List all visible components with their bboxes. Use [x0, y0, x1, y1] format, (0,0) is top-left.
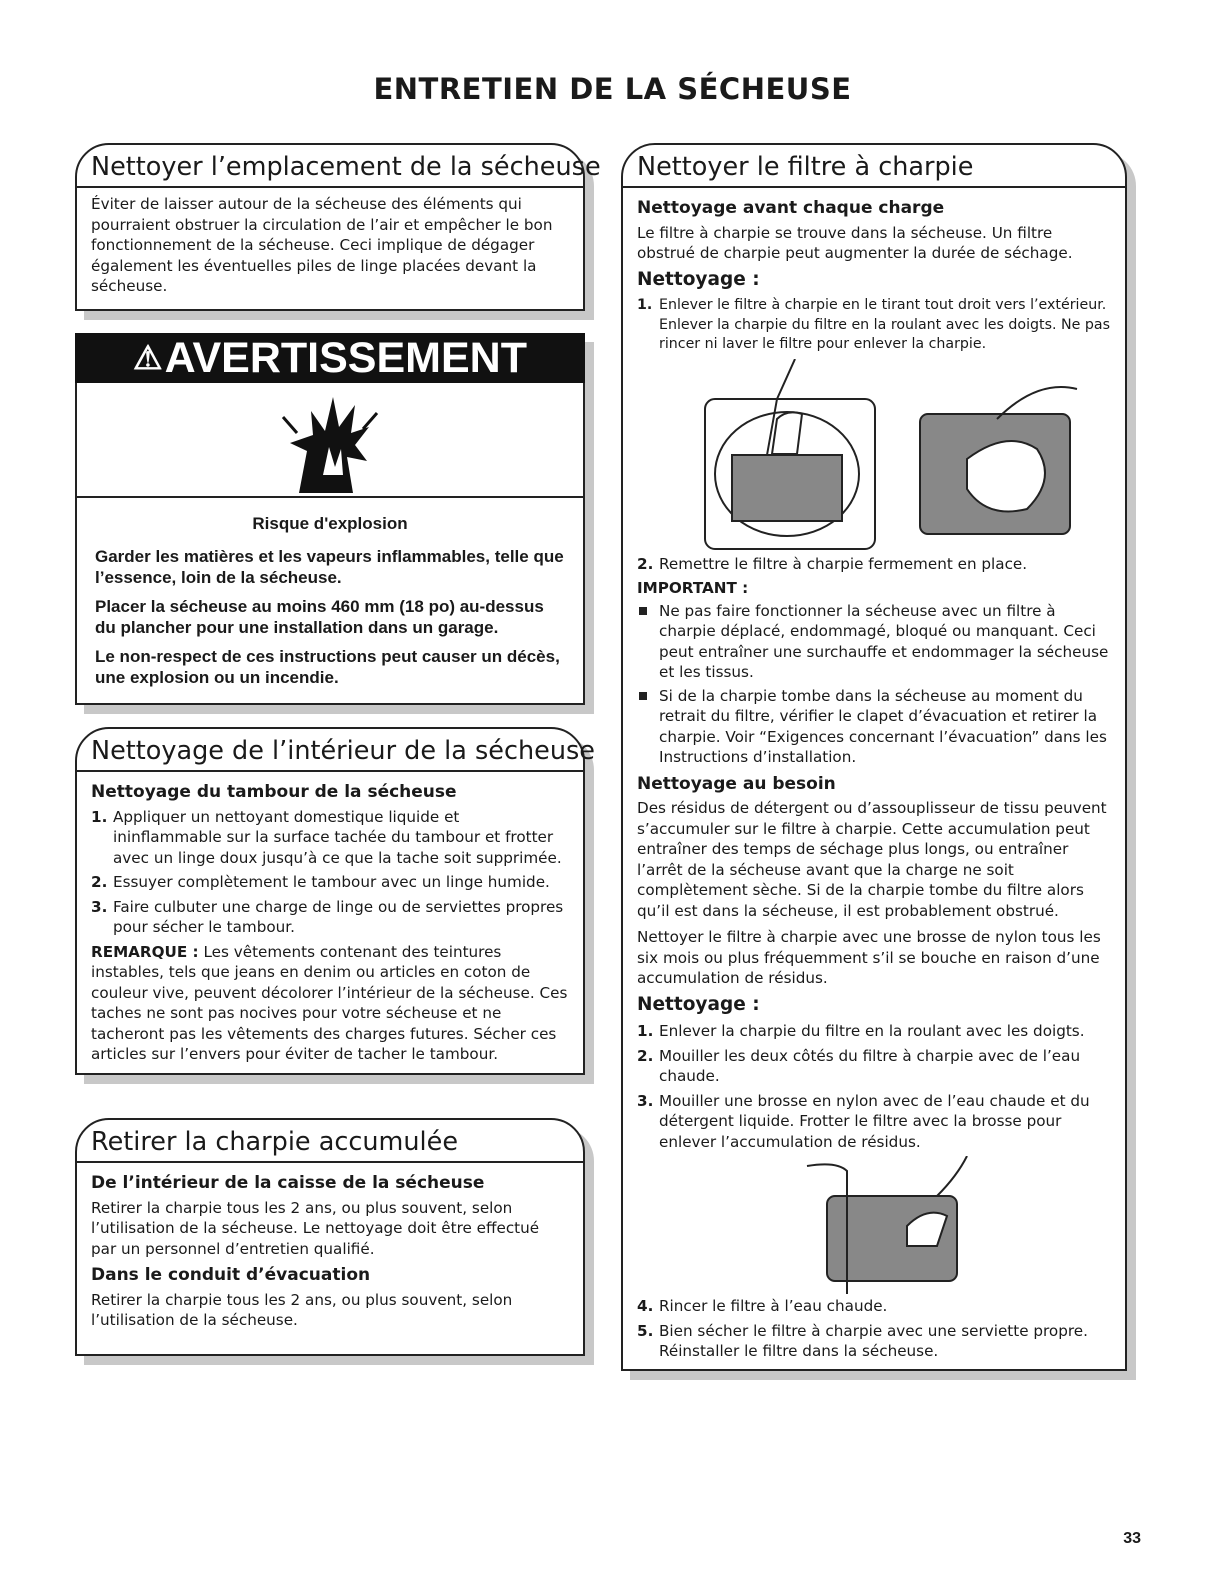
- interior-section: [75, 727, 595, 1075]
- warning-box: [75, 333, 585, 705]
- lint-removal-sub2: Dans le conduit d’évacuation: [91, 1265, 371, 1286]
- filter-step: 2. Remettre le filtre à charpie fermement en place.: [637, 554, 1028, 573]
- interior-note: REMARQUE : Les vêtements contenant des teintures instables, tels que jeans en denim ou articles en coton de couleur vive, peuvent décolorer l’intérieur de la sécheuse. Ces taches ne sont pas nocives pour votre sécheuse et ne tacheront pas les vêtements des charges futures. Sécher ces articles sur l’envers pour éviter de tacher le tambour.: [91, 942, 568, 1064]
- page-title: ENTRETIEN DE LA SÉCHEUSE: [373, 72, 852, 106]
- filter-final-step: 5. Bien sécher le filtre à charpie avec une serviette propre. Réinstaller le filtre dans la sécheuse.: [637, 1321, 1088, 1361]
- interior-title: Nettoyage de l’intérieur de la sécheuse: [77, 729, 583, 772]
- lint-removal-text1: Retirer la charpie tous les 2 ans, ou plus souvent, selon l’utilisation de la sécheuse. Le nettoyage doit être effectué par un personnel d’entretien qualifié.: [91, 1198, 540, 1258]
- filter-cleaning-label: Nettoyage :: [637, 268, 760, 290]
- filter-removal-illustration: [637, 359, 1111, 554]
- page-number: 33: [1123, 1530, 1141, 1547]
- filter-need-step: 3. Mouiller une brosse en nylon avec de l’eau chaude et du détergent liquide. Frotter le filtre avec la brosse pour enlever l’accumulation de résidus.: [637, 1091, 1090, 1151]
- explosion-icon-area: [77, 383, 583, 498]
- warning-line: Garder les matières et les vapeurs inflammables, telle que l’essence, loin de la sécheuse.: [95, 547, 564, 587]
- filter-important-item: Ne pas faire fonctionner la sécheuse avec un filtre à charpie déplacé, endommagé, bloqué ou manquant. Ceci peut entraîner une surchauffe et endommager la sécheuse et les tissus.: [637, 601, 1111, 683]
- lint-removal-title: Retirer la charpie accumulée: [77, 1120, 583, 1163]
- filter-section: [621, 143, 1127, 1371]
- filter-important-label: IMPORTANT :: [637, 579, 749, 598]
- filter-need-p1: Des résidus de détergent ou d’assouplisseur de tissu peuvent s’accumuler sur le filtre à charpie. Cette accumulation peut entraîner des temps de séchage plus longs, ou entraîner l’arrêt de la sécheuse avant que la charge ne soit complètement sèche. Si de la charpie tombe du filtre alors qu’il est dans la sécheuse, il est probablement obstrué.: [637, 799, 1107, 920]
- interior-step: 3. Faire culbuter une charge de linge ou de serviettes propres pour sécher le tambour.: [91, 897, 564, 937]
- filter-need-p2: Nettoyer le filtre à charpie avec une brosse de nylon tous les six mois ou plus fréquemment s’il se bouche en raison d’une accumulation de résidus.: [637, 928, 1101, 988]
- lint-removal-section: [75, 1118, 585, 1356]
- placement-text: Éviter de laisser autour de la sécheuse des éléments qui pourraient obstruer la circulation de l’air et empêcher le bon fonctionnement de la sécheuse. Ceci implique de dégager également les éventuelles piles de linge placées devant la sécheuse.: [91, 195, 553, 296]
- warning-line: Le non-respect de ces instructions peut causer un décès, une explosion ou un incendie.: [95, 647, 560, 687]
- warning-line: Placer la sécheuse au moins 460 mm (18 po) au-dessus du plancher pour une installation dans un garage.: [95, 597, 544, 637]
- filter-cleaning-label-2: Nettoyage :: [637, 993, 760, 1015]
- filter-sub-need: Nettoyage au besoin: [637, 773, 836, 794]
- filter-removal-icon: [637, 359, 1117, 554]
- filter-final-step: 4. Rincer le filtre à l’eau chaude.: [637, 1297, 888, 1316]
- placement-title: Nettoyer l’emplacement de la sécheuse: [77, 145, 583, 188]
- placement-section: [75, 143, 601, 311]
- filter-need-step: 1. Enlever la charpie du filtre en la roulant avec les doigts.: [637, 1022, 1085, 1041]
- explosion-icon: [77, 383, 583, 496]
- filter-sub-each: Nettoyage avant chaque charge: [637, 198, 945, 219]
- interior-step: 1. Appliquer un nettoyant domestique liquide et ininflammable sur la surface tachée du tambour et frotter avec un linge doux jusqu’à ce que la tache soit supprimée.: [91, 807, 562, 867]
- filter-wash-illustration: [637, 1156, 1111, 1296]
- warning-hazard: Risque d'explosion: [252, 514, 408, 533]
- interior-step: 2. Essuyer complètement le tambour avec un linge humide.: [91, 873, 550, 892]
- warning-triangle-icon: ⚠: [133, 339, 163, 376]
- warning-header: [75, 333, 585, 383]
- filter-wash-icon: [637, 1156, 1117, 1296]
- filter-step: 1. Enlever le filtre à charpie en le tirant tout droit vers l’extérieur. Enlever la charpie du filtre en la roulant avec les doigts. Ne pas rincer ni laver le filtre pour enlever la charpie.: [637, 297, 1110, 353]
- lint-removal-sub1: De l’intérieur de la caisse de la sécheuse: [91, 1173, 485, 1194]
- warning-header-label: AVERTISSEMENT: [164, 334, 527, 382]
- interior-subtitle: Nettoyage du tambour de la sécheuse: [91, 782, 457, 803]
- filter-important-item: Si de la charpie tombe dans la sécheuse au moment du retrait du filtre, vérifier le clapet d’évacuation et retirer la charpie. Voir “Exigences concernant l’évacuation” dans les Instructions d’installation.: [637, 686, 1111, 768]
- filter-text-each: Le filtre à charpie se trouve dans la sécheuse. Un filtre obstrué de charpie peut augmenter la durée de séchage.: [637, 223, 1073, 263]
- lint-removal-text2: Retirer la charpie tous les 2 ans, ou plus souvent, selon l’utilisation de la sécheuse.: [91, 1290, 513, 1330]
- filter-need-step: 2. Mouiller les deux côtés du filtre à charpie avec de l’eau chaude.: [637, 1046, 1081, 1086]
- filter-title: Nettoyer le filtre à charpie: [623, 145, 1125, 188]
